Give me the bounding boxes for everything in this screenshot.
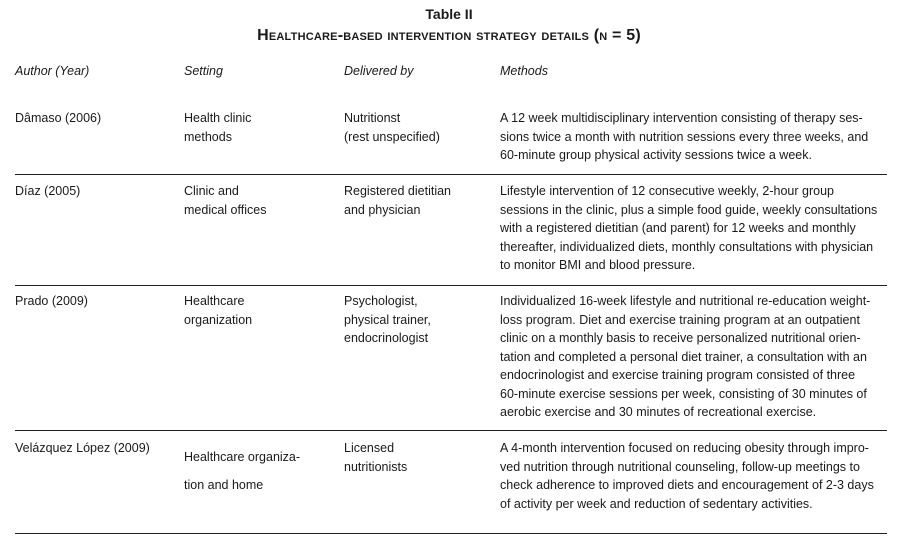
- cell-setting: Healthcare organiza- tion and home: [184, 450, 301, 492]
- cell-methods: Lifestyle intervention of 12 consecutive weekly, 2-hour group sessions in the clinic, plus a simple food guide, weekly consultations with a registered dietitian (and parent) for 12 weeks and monthly thereafter, individualized diets, monthly consultations with physician to monitor BMI and blood pressure.: [500, 184, 878, 272]
- table-title: Healthcare-based intervention strategy details (n = 5): [257, 27, 641, 44]
- cell-setting: Healthcare organization: [184, 294, 253, 327]
- cell-setting: Clinic and medical offices: [184, 184, 267, 217]
- row-divider: [15, 174, 887, 175]
- cell-delivered-by: Psychologist, physical trainer, endocrinologist: [344, 294, 431, 345]
- cell-author: Díaz (2005): [15, 184, 81, 198]
- column-header-author: Author (Year): [15, 64, 90, 78]
- cell-delivered-by: Nutritionst (rest unspecified): [344, 111, 440, 144]
- cell-author: Dâmaso (2006): [15, 111, 102, 125]
- table-label: Table II: [425, 6, 473, 22]
- row-divider: [15, 430, 887, 431]
- cell-setting: Health clinic methods: [184, 111, 252, 144]
- table-bottom-rule: [15, 533, 887, 534]
- cell-methods: Individualized 16-week lifestyle and nutritional re-education weight- loss program. Diet and exercise training program at an outpatient clinic on a monthly basis to receive personalized nutritional orien- tation and completed a personal diet trainer, a consultation with an endocrinologist and exercise training program consisted of three 60-minute exercise sessions per week, consisting of 30 minutes of aerobic exercise and 30 minutes of recreational exercise.: [500, 294, 871, 419]
- cell-methods: A 12 week multidisciplinary intervention consisting of therapy ses- sions twice a month with nutrition sessions every three weeks, and 60-minute group physical activity sessions twice a week.: [500, 111, 869, 162]
- column-header-methods: Methods: [500, 64, 548, 78]
- cell-author: Velázquez López (2009): [15, 441, 150, 455]
- cell-author: Prado (2009): [15, 294, 88, 308]
- cell-delivered-by: Licensed nutritionists: [344, 441, 408, 474]
- cell-methods: A 4-month intervention focused on reducing obesity through impro- ved nutrition through nutritional counseling, follow-up meetings to check adherence to improved diets and encouragement of 2-3 days of activity per week and reduction of sedentary activities.: [500, 441, 874, 511]
- cell-delivered-by: Registered dietitian and physician: [344, 184, 452, 217]
- column-header-delivered-by: Delivered by: [344, 64, 414, 78]
- column-header-setting: Setting: [184, 64, 223, 78]
- row-divider: [15, 285, 887, 286]
